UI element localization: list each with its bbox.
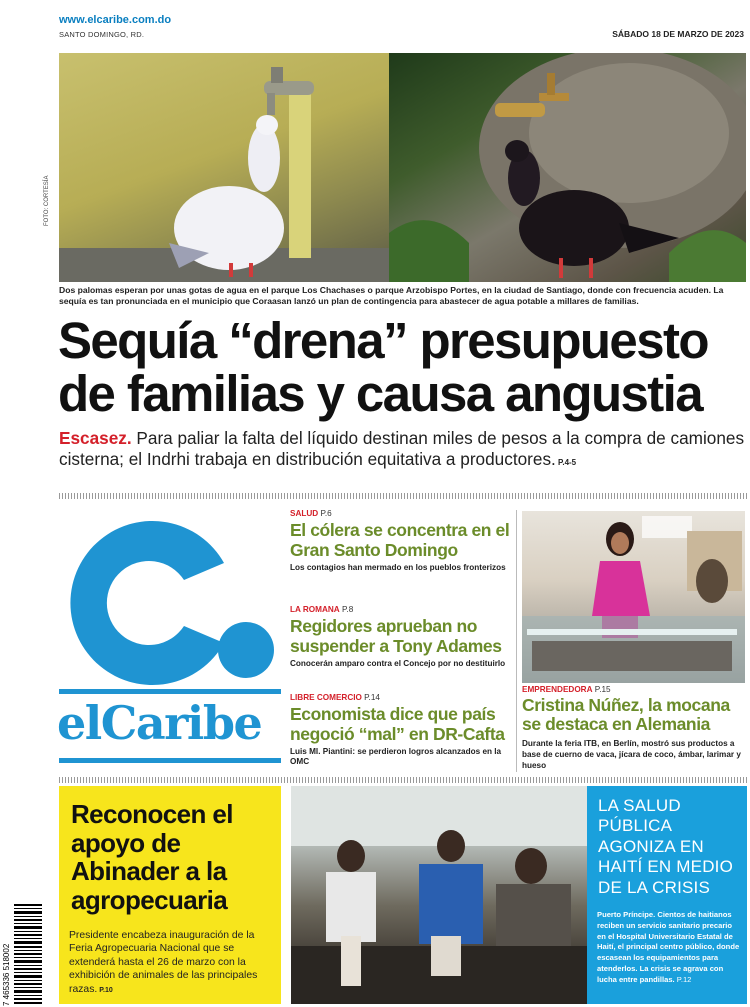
logo-wordmark[interactable]: elCaribe <box>57 696 262 750</box>
story-headline[interactable]: Economista dice que país negoció “mal” en DR-Cafta <box>290 704 505 744</box>
dotted-divider <box>59 777 747 783</box>
haiti-hospital-photo <box>291 786 587 1004</box>
barcode <box>0 902 44 1006</box>
haiti-page-ref: P.12 <box>674 974 692 984</box>
dotted-divider <box>59 493 747 499</box>
lead-page-ref: P.4-5 <box>555 458 577 467</box>
barcode-digits: 7 465336 518002 <box>2 943 11 1006</box>
story-summary: Conocerán amparo contra el Concejo por no destituirlo <box>290 659 506 668</box>
story-section-label: LIBRE COMERCIO P.14 <box>290 693 380 702</box>
column-divider <box>516 510 517 772</box>
story-section-label: SALUD P.6 <box>290 509 332 518</box>
story-salud[interactable] <box>290 509 515 573</box>
logo-mark[interactable] <box>56 508 286 698</box>
lead-deck <box>59 428 747 473</box>
agro-page-ref: P.10 <box>97 986 113 994</box>
story-summary: Luis Ml. Piantini: se perdieron logros alcanzados en la OMC <box>290 747 502 766</box>
story-summary: Durante la feria ITB, en Berlín, mostró sus productos a base de cuerno de vaca, jícara de coco, ámbar, larimar y hueso <box>522 739 741 770</box>
lead-kicker: Escasez. <box>59 428 132 448</box>
haiti-body: Puerto Príncipe. Cientos de haitianos reciben un servicio sanitario precario en el Hospital Universitario Estatal de Haití, el principal centro público, donde escasean los equipamientos para atenderlos. La crisis se agrava con lucha entre pandillas. P.12 <box>597 910 740 984</box>
lead-photo-black-pigeon <box>389 53 746 282</box>
story-la-romana[interactable] <box>290 605 515 669</box>
lead-photo-caption: Dos palomas esperan por unas gotas de agua en el parque Los Chachases o parque Arzobispo Portes, en la ciudad de Santiago, donde con frecuencia acuden. La sequía es tan pronunciada en el municipio que Coraasan lanzó un plan de contingencia para abastecer de agua potable a millares de familias. <box>59 285 724 306</box>
photo-credit: FOTO: CORTESÍA <box>44 175 50 226</box>
haiti-promo-box[interactable] <box>587 786 747 1004</box>
agro-promo-box[interactable] <box>59 786 281 1004</box>
story-emprendedora[interactable] <box>522 685 745 771</box>
agro-body: Presidente encabeza inauguración de la Feria Agropecuaria Nacional que se extenderá hasta el 26 de marzo con la exhibición de animales de las principales razas. P.10 <box>69 930 258 995</box>
lead-photo-white-pigeon <box>59 53 389 282</box>
haiti-headline[interactable]: LA SALUD PÚBLICA AGONIZA EN HAITÍ EN MEDIO DE LA CRISIS <box>598 796 734 897</box>
lead-deck-text: Para paliar la falta del líquido destinan miles de pesos a la compra de camiones cisterna; el Indrhi trabaja en distribución equitativa a productores. <box>59 428 745 469</box>
logo-rule-top <box>59 689 281 694</box>
dateline-city: SANTO DOMINGO, RD. <box>59 30 145 39</box>
logo-rule-bottom <box>59 758 281 763</box>
agro-headline[interactable]: Reconocen el apoyo de Abinader a la agropecuaria <box>71 799 233 915</box>
lead-headline[interactable]: Sequía “drena” presupuesto de familias y causa angustia <box>58 312 708 422</box>
story-headline[interactable]: Regidores aprueban no suspender a Tony Adames <box>290 616 502 656</box>
story-libre-comercio[interactable] <box>290 693 515 767</box>
story-section-label: LA ROMANA P.8 <box>290 605 354 614</box>
story-summary: Los contagios han mermado en los pueblos fronterizos <box>290 563 506 572</box>
site-url[interactable]: www.elcaribe.com.do <box>59 14 172 26</box>
story-section-label: EMPRENDEDORA P.15 <box>522 685 611 694</box>
feature-photo <box>522 511 745 683</box>
story-headline[interactable]: El cólera se concentra en el Gran Santo Domingo <box>290 520 510 560</box>
story-headline[interactable]: Cristina Núñez, la mocana se destaca en Alemania <box>522 695 730 734</box>
issue-date: SÁBADO 18 DE MARZO DE 2023 <box>612 29 744 39</box>
